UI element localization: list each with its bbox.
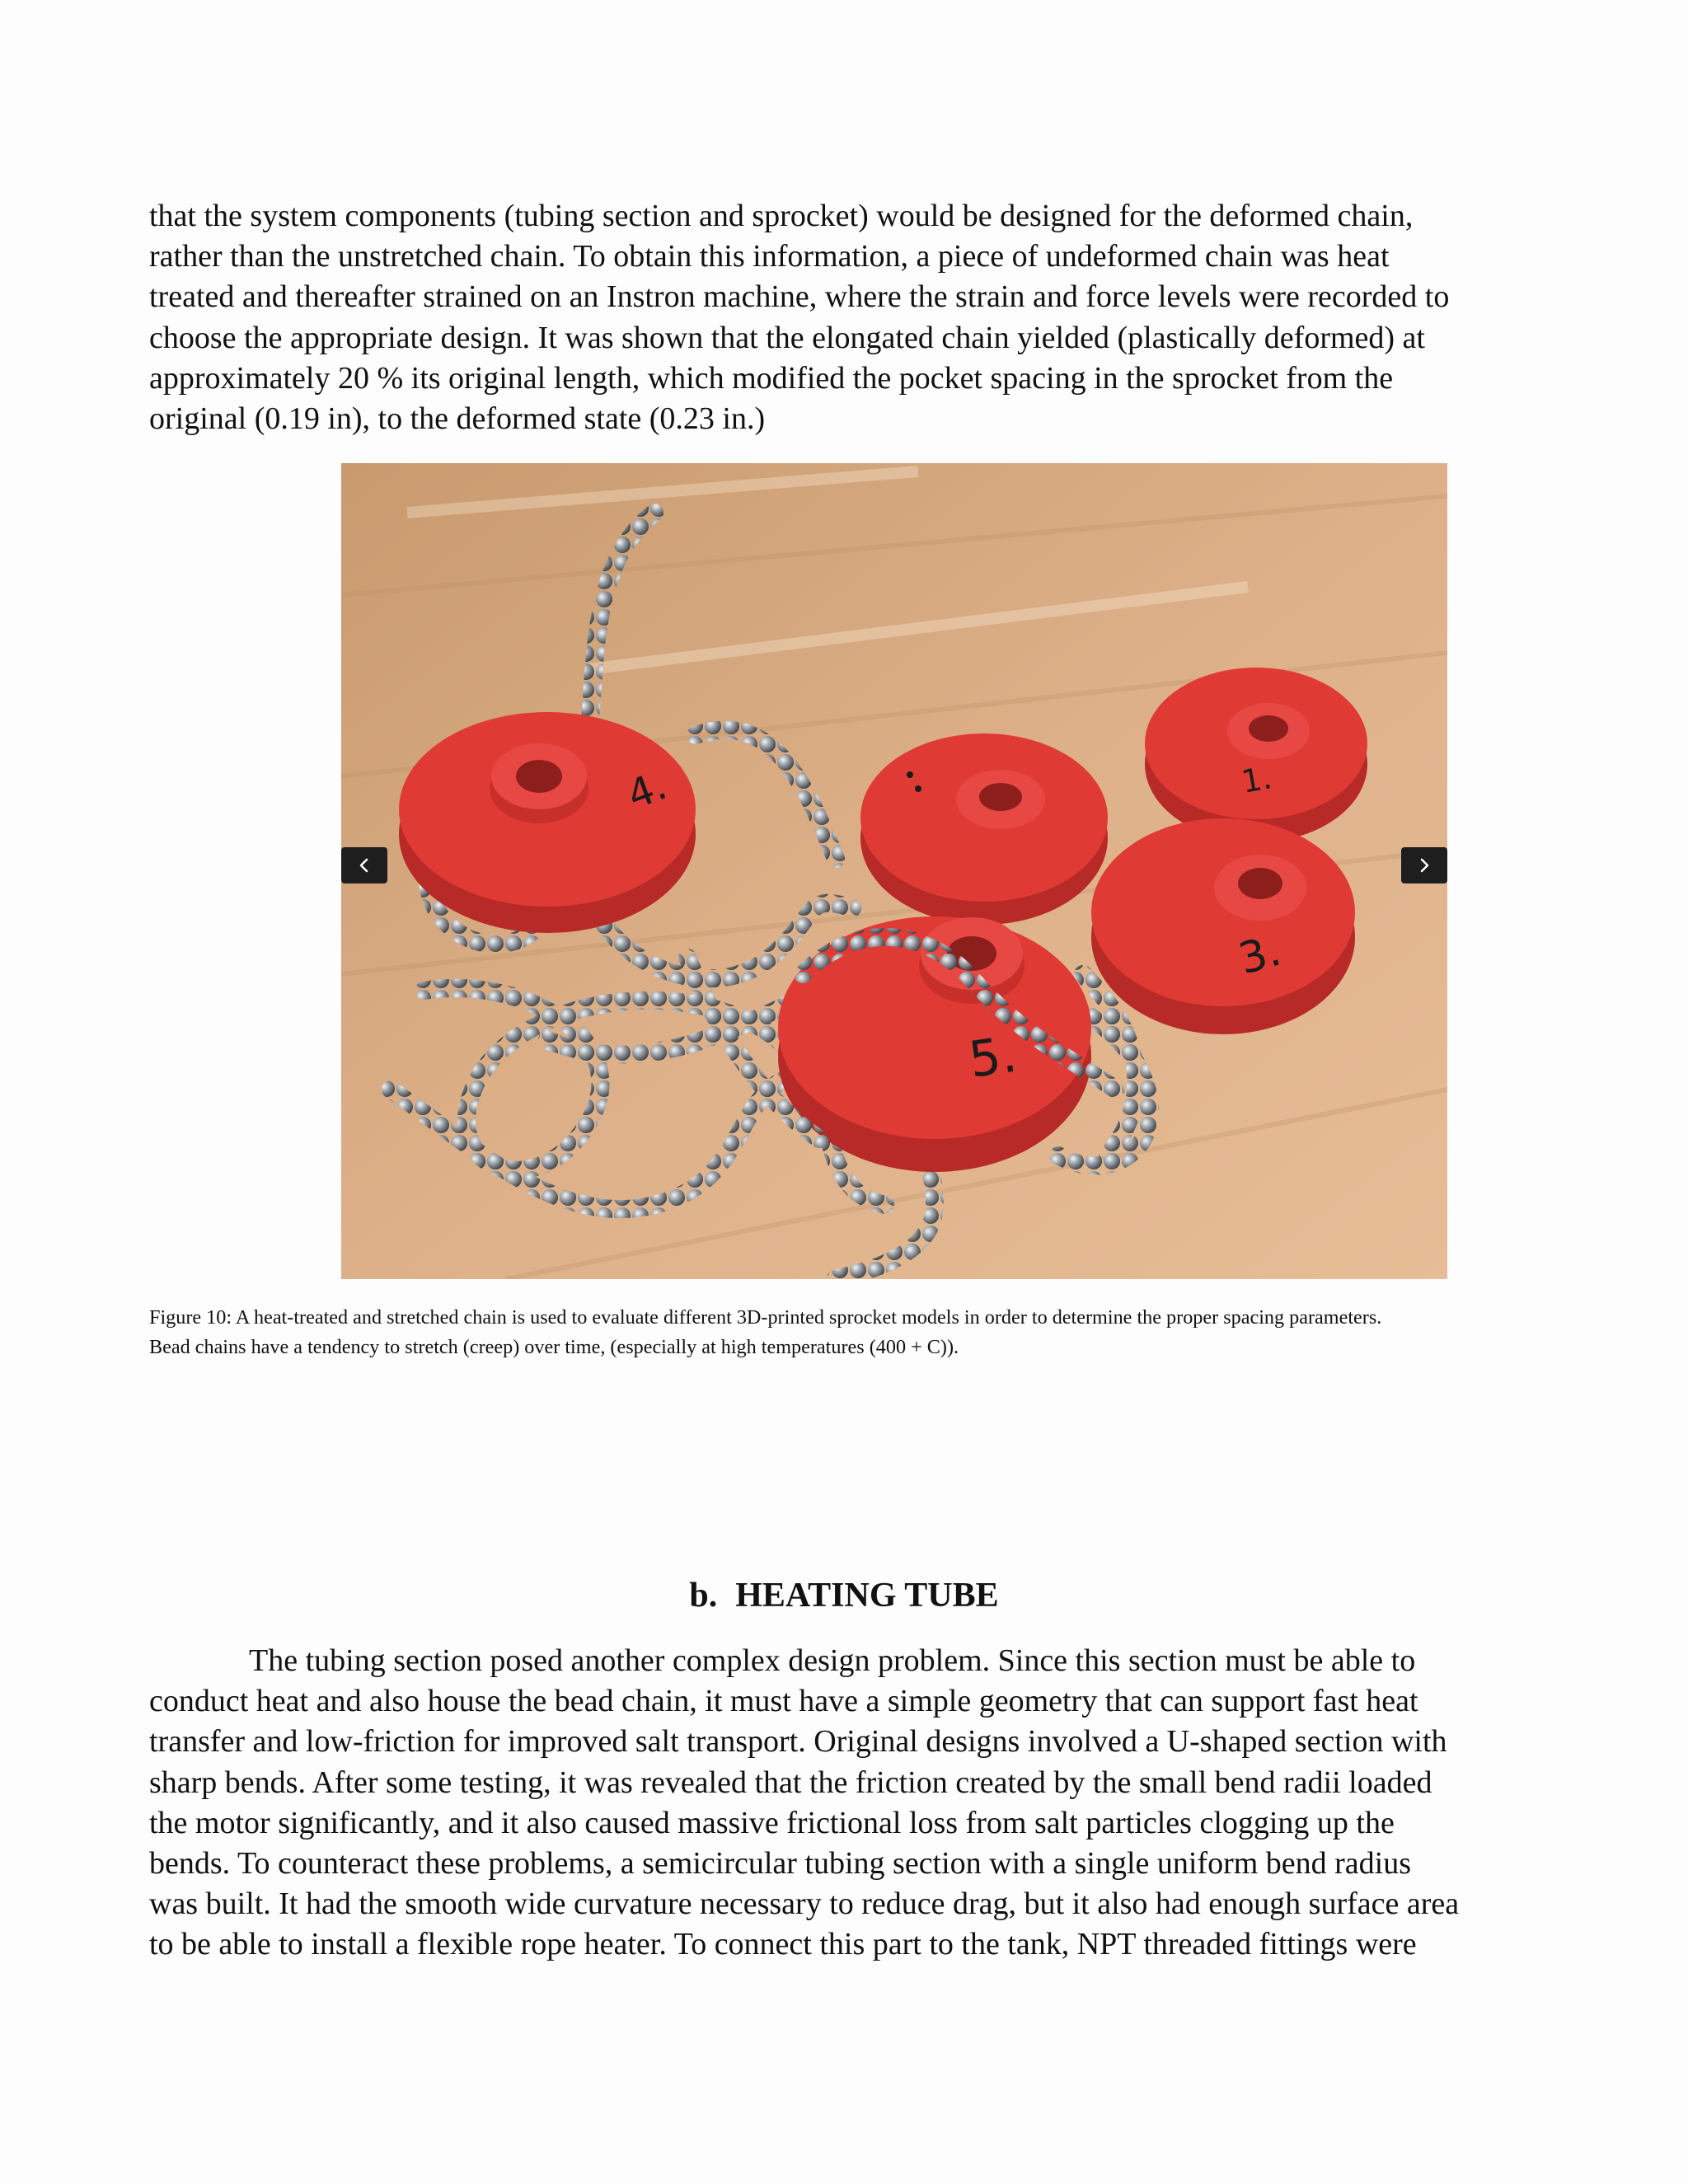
caption-line: Figure 10: A heat-treated and stretched chain is used to evaluate different 3D-printed sprocket models in order to determine the proper spacing parameters. bbox=[149, 1306, 1382, 1329]
section-heading bbox=[0, 1575, 1688, 1616]
text-line: original (0.19 in), to the deformed state (0.23 in.) bbox=[149, 401, 766, 437]
body-paragraph-heating-tube bbox=[149, 1641, 1542, 1966]
section-label: b. bbox=[689, 1577, 718, 1615]
text-line: bends. To counteract these problems, a semicircular tubing section with a single uniform bend radius bbox=[149, 1846, 1412, 1882]
caption-line: Bead chains have a tendency to stretch (creep) over time, (especially at high temperatures (400 + C)). bbox=[149, 1336, 959, 1358]
chevron-right-icon bbox=[1416, 857, 1432, 874]
text-line: treated and thereafter strained on an Instron machine, where the strain and force levels were recorded to bbox=[149, 279, 1450, 315]
text-line: conduct heat and also house the bead chain, it must have a simple geometry that can support fast heat bbox=[149, 1684, 1418, 1719]
body-paragraph-continued bbox=[149, 196, 1542, 439]
sprocket-label: 5. bbox=[965, 1025, 1020, 1090]
text-line: that the system components (tubing section and sprocket) would be designed for the deformed chain, bbox=[149, 199, 1414, 233]
text-line: sharp bends. After some testing, it was revealed that the friction created by the small bend radii loaded bbox=[149, 1765, 1432, 1800]
sprocket-unlabeled bbox=[860, 733, 1108, 925]
sprocket-label: 3. bbox=[1233, 926, 1287, 985]
text-line: choose the appropriate design. It was shown that the elongated chain yielded (plastically deformed) at bbox=[149, 320, 1425, 355]
text-line: was built. It had the smooth wide curvature necessary to reduce drag, but it also had enough surface area bbox=[149, 1886, 1460, 1922]
section-title: HEATING TUBE bbox=[735, 1577, 999, 1615]
text-line: the motor significantly, and it also caused massive frictional loss from salt particles clogging up the bbox=[149, 1805, 1395, 1840]
photo-illustration bbox=[341, 463, 1447, 1279]
sprocket-label: 1. bbox=[1238, 759, 1275, 800]
chevron-left-icon bbox=[356, 857, 373, 874]
figure-photo-sprockets-and-chain bbox=[341, 463, 1447, 1279]
sprocket-3 bbox=[1091, 818, 1355, 1034]
figure-caption bbox=[149, 1303, 1550, 1362]
sprocket-label: 4. bbox=[621, 762, 673, 819]
text-line: approximately 20 % its original length, which modified the pocket spacing in the sprocket from the bbox=[149, 360, 1394, 396]
text-line: to be able to install a flexible rope heater. To connect this part to the tank, NPT threaded fittings were bbox=[149, 1927, 1417, 1962]
sprocket-1 bbox=[1145, 668, 1367, 842]
text-line: The tubing section posed another complex design problem. Since this section must be able to bbox=[249, 1643, 1416, 1678]
text-line: transfer and low-friction for improved salt transport. Original designs involved a U-shaped section with bbox=[149, 1724, 1447, 1760]
text-line: rather than the unstretched chain. To obtain this information, a piece of undeformed chain was heat bbox=[149, 239, 1390, 274]
sprocket-4 bbox=[399, 712, 696, 933]
carousel-next-button[interactable] bbox=[1401, 847, 1447, 883]
carousel-prev-button[interactable] bbox=[341, 847, 387, 883]
